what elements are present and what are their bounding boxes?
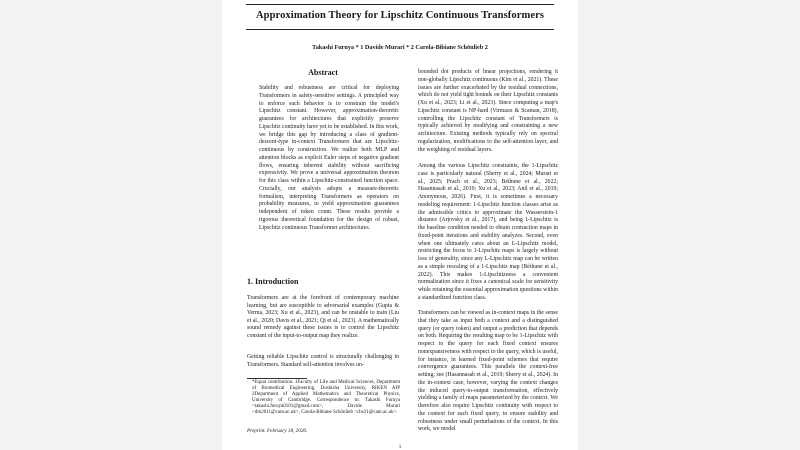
abstract-heading: Abstract <box>308 68 338 77</box>
abstract-text: Stability and robustness are critical for deploying Transformers in safety-sensitive settings. A principled way to enforce such behavior is to constrain the model's Lipschitz constant. However, approximation-theoretic guarantees for architectures that explicitly preserve Lipschitz continuity have yet to be established. In this work, we bridge this gap by introducing a class of gradient-descent-type in-context Transformers that are Lipschitz-continuous by construction. We realize both MLP and attention blocks as explicit Euler steps of negative gradient flows, ensuring inherent stability without sacrificing expressivity. We prove a universal approximation theorem for this class within a Lipschitz-constrained function space. Crucially, our analysis adopts a measure-theoretic formalism, interpreting Transformers as operators on probability measures, to yield approximation guarantees independent of token count. These results provide a rigorous theoretical foundation for the design of robust, Lipschitz continuous Transformer architectures. <box>259 85 399 231</box>
preprint-date: Preprint. February 18, 2026. <box>247 428 308 434</box>
footnote-rule <box>247 378 307 379</box>
section-heading-introduction: 1. Introduction <box>247 277 299 286</box>
intro-paragraph-2: Getting reliable Lipschitz control is structurally challenging in Transformers. Standard self-attention involves un- <box>247 354 399 368</box>
title-top-rule <box>246 4 554 5</box>
right-paragraph-3: Transformers can be viewed as in-context maps in the sense that they take as input both a context and a distinguished query (or query token) and output a prediction that depends on both. Requiring the resulting map to be 1-Lipschitz with respect to the query for each fixed context ensures nonexpansiveness with respect to the query, which is useful, for instance, in learned fixed-point schemes that require convergence guarantees. This parallels the context-free setting; see (Hasannasab et al., 2019; Sherry et al., 2024). In the in-context case, however, varying the context changes the induced query-to-output transformation, effectively yielding a family of maps parameterized by the context. We therefore also require Lipschitz continuity with respect to the context for each fixed query, to ensure stability and robustness under small perturbations of the context. In this work, we model <box>418 310 558 433</box>
title-bottom-rule <box>246 29 554 30</box>
footnote-text: *Equal contribution. 1Faculty of Life and Medical Sciences, Department of Biomedical Engineering, Doshisha University, RIKEN AIP 2Department of Applied Mathematics and Theoretical Physics, University of Cambridge. Correspondence to: Takashi Furuya <takashi.furuya0101@gmail.com>, Davide Murari <dm2011@cam.ac.uk>, Carola-Bibiane Schönlieb <cbs31@cam.ac.uk>. <box>252 380 400 415</box>
page-number: 1 <box>398 444 402 450</box>
author-list: Takashi Furuya * 1 Davide Murari * 2 Carola-Bibiane Schönlieb 2 <box>312 44 488 51</box>
intro-paragraph-1: Transformers are at the forefront of contemporary machine learning, but are susceptible to adversarial examples (Gupta & Verma, 2023; Xu et al., 2023), and can be unstable to train (Liu et al., 2020; Davis et al., 2021; Qi et al., 2023). A mathematically sound remedy against these issues is to control the Lipschitz constant of the input-to-output map they realize. <box>247 295 399 339</box>
paper-title: Approximation Theory for Lipschitz Continuous Transformers <box>255 10 545 21</box>
paper-page <box>222 0 578 450</box>
right-paragraph-1: bounded dot products of linear projections, rendering it non-globally Lipschitz continuous (Kim et al., 2021). These issues are further exacerbated by the residual connections, which do not yield tight bounds on their Lipschitz constants (Xu et al., 2023; Li et al., 2023). Since computing a map's Lipschitz constant is NP-hard (Virmaux & Scaman, 2018), controlling the Lipschitz constant of Transformers is typically achieved by modifying and constraining a new architecture. Existing methods typically rely on spectral regularization, modifications to the self-attention layer, and the weighting of residual layers. <box>418 69 558 153</box>
right-paragraph-2: Among the various Lipschitz constraints, the 1-Lipschitz case is particularly natural (Sherry et al., 2024; Murari et al., 2025; Prach et al., 2023; Béthune et al., 2022; Hasannasab et al., 2019; Xu et al., 2023; Anil et al., 2019; Anonymous, 2026). First, it is sometimes a necessary modeling requirement: 1-Lipschitz function classes arise as the admissible critics to approximate the Wasserstein-1 distance (Arjovsky et al., 2017), and being 1-Lipschitz is the baseline condition needed to obtain contraction maps in fixed-point iterations and stability analyzes. Second, even when one ultimately cares about an L-Lipschitz model, restricting the focus to 1-Lipschitz maps is largely without loss of generality, since any L-Lipschitz map can be written as a simple rescaling of a 1-Lipschitz map (Béthune et al., 2022). This makes 1-Lipschitzness a convenient normalization since it fixes a canonical scale for sensitivity while retaining the essential approximation questions within a standardized function class. <box>418 163 558 301</box>
